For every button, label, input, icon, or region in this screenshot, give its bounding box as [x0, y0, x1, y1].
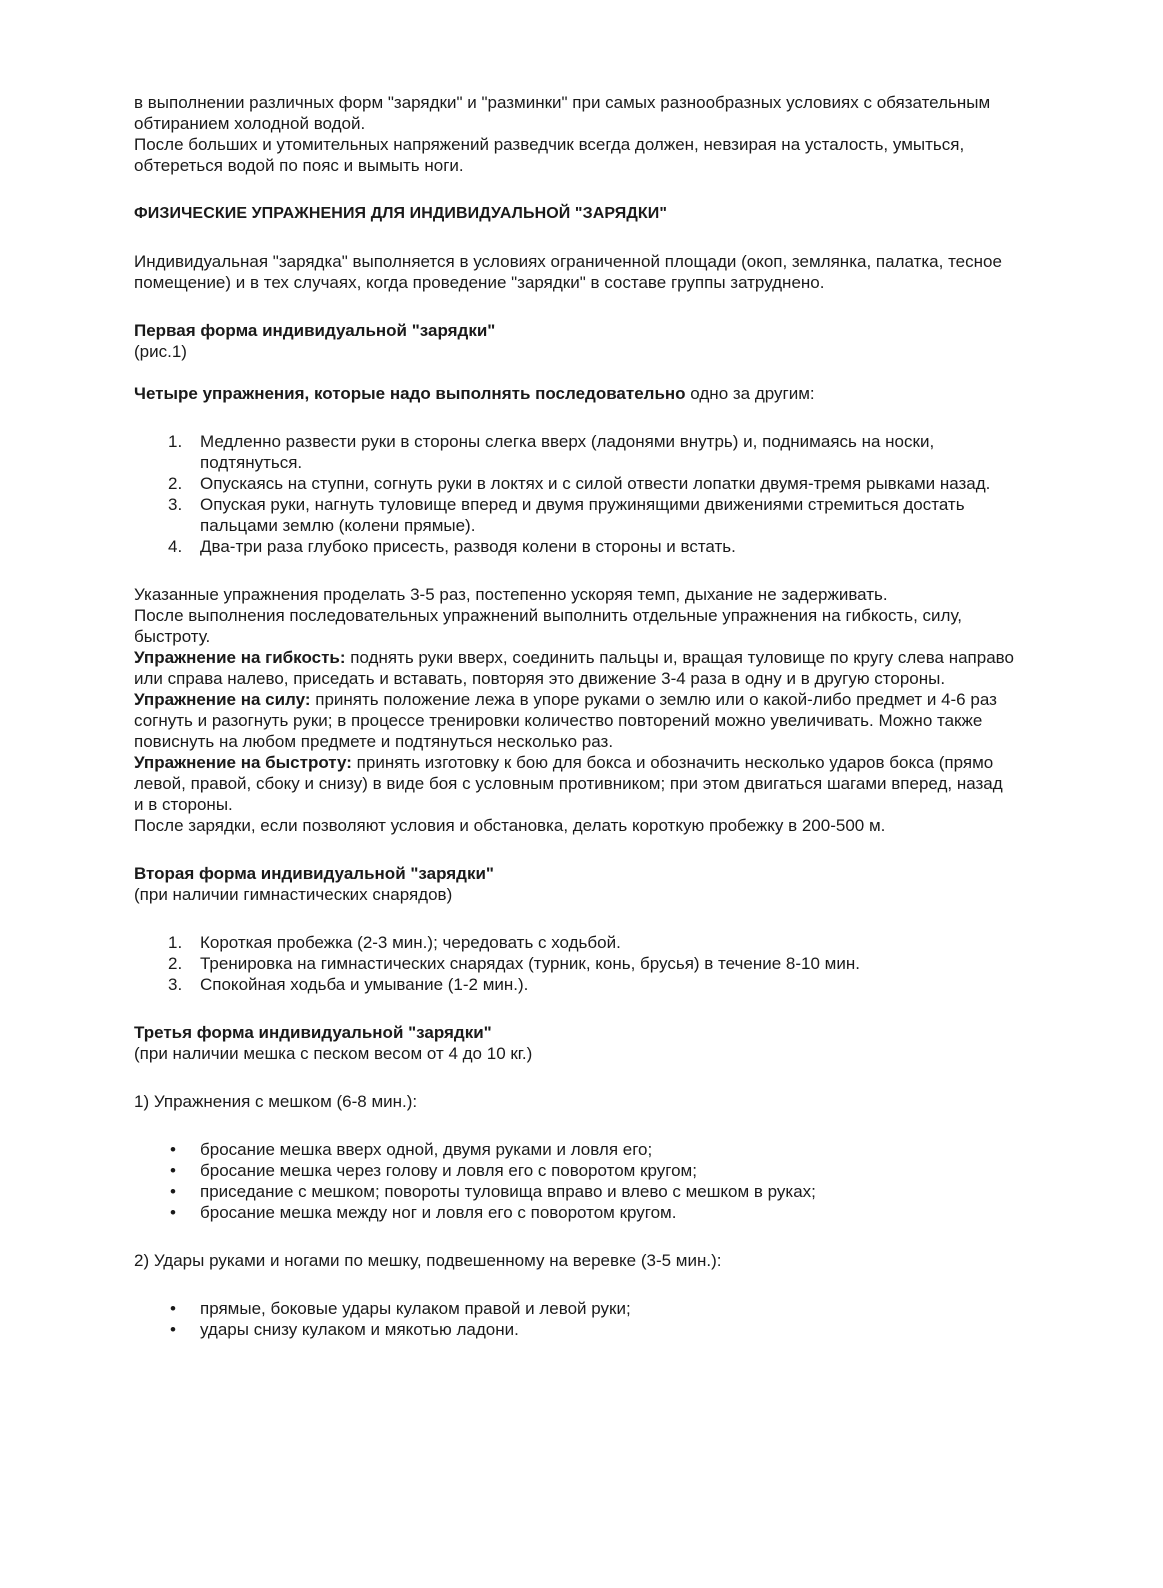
- form1-lead: [134, 383, 1014, 404]
- list-item-text: прямые, боковые удары кулаком правой и левой руки;: [200, 1299, 631, 1318]
- section-intro: Индивидуальная "зарядка" выполняется в условиях ограниченной площади (окоп, землянка, палатка, тесное помещение) и в тех случаях, когда проведение "зарядки" в составе группы затруднено.: [134, 252, 1002, 292]
- list-item-text: удары снизу кулаком и мякотью ладони.: [200, 1320, 519, 1339]
- speed-label: Упражнение на быстроту:: [134, 753, 352, 772]
- list-item-text: Два-три раза глубоко присесть, разводя колени в стороны и встать.: [200, 537, 736, 556]
- list-item-text: Тренировка на гимнастических снарядах (турник, конь, брусья) в течение 8-10 мин.: [200, 954, 860, 973]
- form3-part1-list: [134, 1139, 1014, 1223]
- list-item-text: Спокойная ходьба и умывание (1-2 мин.).: [200, 975, 529, 994]
- list-item: [134, 431, 1014, 473]
- list-item: [134, 953, 1014, 974]
- list-item: [134, 1160, 1014, 1181]
- list-item: [134, 1298, 1014, 1319]
- list-item: [134, 932, 1014, 953]
- list-item: [134, 1139, 1014, 1160]
- form2-list: [134, 932, 1014, 995]
- list-number: 3.: [168, 495, 183, 514]
- list-item-text: Медленно развести руки в стороны слегка вверх (ладонями внутрь) и, поднимаясь на носки, подтянуться.: [200, 432, 935, 472]
- strength-label: Упражнение на силу:: [134, 690, 311, 709]
- list-number: 2.: [168, 954, 183, 973]
- form1-lead-rest: одно за другим:: [685, 384, 815, 403]
- speed-exercise: [134, 752, 1014, 815]
- form3-subtitle: (при наличии мешка с песком весом от 4 до 10 кг.): [134, 1044, 533, 1063]
- form3-part1-heading: 1) Упражнения с мешком (6-8 мин.):: [134, 1092, 418, 1111]
- list-item-text: Опуская руки, нагнуть туловище вперед и двумя пружинящими движениями стремиться достать пальцами землю (колени прямые).: [200, 495, 965, 535]
- list-number: 2.: [168, 474, 183, 493]
- bullet-icon: •: [170, 1299, 176, 1318]
- list-number: 1.: [168, 933, 183, 952]
- form1-title: Первая форма индивидуальной "зарядки": [134, 321, 496, 340]
- flexibility-text: поднять руки вверх, соединить пальцы и, вращая туловище по кругу слева направо или справа налево, приседать и вставать, повторяя это движение 3-4 раза в одну и в другую стороны.: [134, 648, 1014, 688]
- list-number: 1.: [168, 432, 183, 451]
- list-item: [134, 1202, 1014, 1223]
- flexibility-label: Упражнение на гибкость:: [134, 648, 346, 667]
- list-item-text: приседание с мешком; повороты туловища вправо и влево с мешком в руках;: [200, 1182, 816, 1201]
- list-item: [134, 473, 1014, 494]
- list-number: 4.: [168, 537, 183, 556]
- form1-closing: После зарядки, если позволяют условия и обстановка, делать короткую пробежку в 200-500 м.: [134, 816, 886, 835]
- form1-subtitle: (рис.1): [134, 342, 187, 361]
- list-item-text: бросание мешка между ног и ловля его с поворотом кругом.: [200, 1203, 677, 1222]
- list-item: [134, 1181, 1014, 1202]
- list-number: 3.: [168, 975, 183, 994]
- section-heading: ФИЗИЧЕСКИЕ УПРАЖНЕНИЯ ДЛЯ ИНДИВИДУАЛЬНОЙ "ЗАРЯДКИ": [134, 205, 668, 222]
- speed-text: принять изготовку к бою для бокса и обозначить несколько ударов бокса (прямо левой, правой, сбоку и снизу) в виде боя с условным противником; при этом двигаться шагами вперед, назад и в стороны.: [134, 753, 1003, 814]
- list-item-text: бросание мешка вверх одной, двумя руками и ловля его;: [200, 1140, 653, 1159]
- bullet-icon: •: [170, 1203, 176, 1222]
- form1-lead-bold: Четыре упражнения, которые надо выполнять последовательно: [134, 384, 686, 403]
- list-item: [134, 1319, 1014, 1340]
- form1-after-2: После выполнения последовательных упражнений выполнить отдельные упражнения на гибкость, силу, быстроту.: [134, 606, 962, 646]
- bullet-icon: •: [170, 1182, 176, 1201]
- bullet-icon: •: [170, 1320, 176, 1339]
- list-item: [134, 974, 1014, 995]
- list-item-text: бросание мешка через голову и ловля его с поворотом кругом;: [200, 1161, 697, 1180]
- bullet-icon: •: [170, 1161, 176, 1180]
- list-item-text: Опускаясь на ступни, согнуть руки в локтях и с силой отвести лопатки двумя-тремя рывками назад.: [200, 474, 991, 493]
- form2-subtitle: (при наличии гимнастических снарядов): [134, 885, 453, 904]
- list-item-text: Короткая пробежка (2-3 мин.); чередовать с ходьбой.: [200, 933, 621, 952]
- strength-text: принять положение лежа в упоре руками о землю или о какой-либо предмет и 4-6 раз согнуть и разогнуть руки; в процессе тренировки количество повторений можно увеличивать. Можно также повиснуть на любом предмете и подтянуться несколько раз.: [134, 690, 997, 751]
- document-body: [134, 92, 1014, 1340]
- list-item: [134, 494, 1014, 536]
- form1-after-1: Указанные упражнения проделать 3-5 раз, постепенно ускоряя темп, дыхание не задерживать.: [134, 585, 888, 604]
- intro-paragraph-1: в выполнении различных форм "зарядки" и "разминки" при самых разнообразных условиях с обязательным обтиранием холодной водой.: [134, 93, 991, 133]
- form3-part2-heading: 2) Удары руками и ногами по мешку, подвешенному на веревке (3-5 мин.):: [134, 1251, 722, 1270]
- form3-title: Третья форма индивидуальной "зарядки": [134, 1023, 492, 1042]
- list-item: [134, 536, 1014, 557]
- form1-exercise-list: [134, 431, 1014, 557]
- form3-part2-list: [134, 1298, 1014, 1340]
- strength-exercise: [134, 689, 1014, 752]
- bullet-icon: •: [170, 1140, 176, 1159]
- flexibility-exercise: [134, 647, 1014, 689]
- form2-title: Вторая форма индивидуальной "зарядки": [134, 864, 494, 883]
- intro-paragraph-2: После больших и утомительных напряжений разведчик всегда должен, невзирая на усталость, умыться, обтереться водой по пояс и вымыть ноги.: [134, 135, 965, 175]
